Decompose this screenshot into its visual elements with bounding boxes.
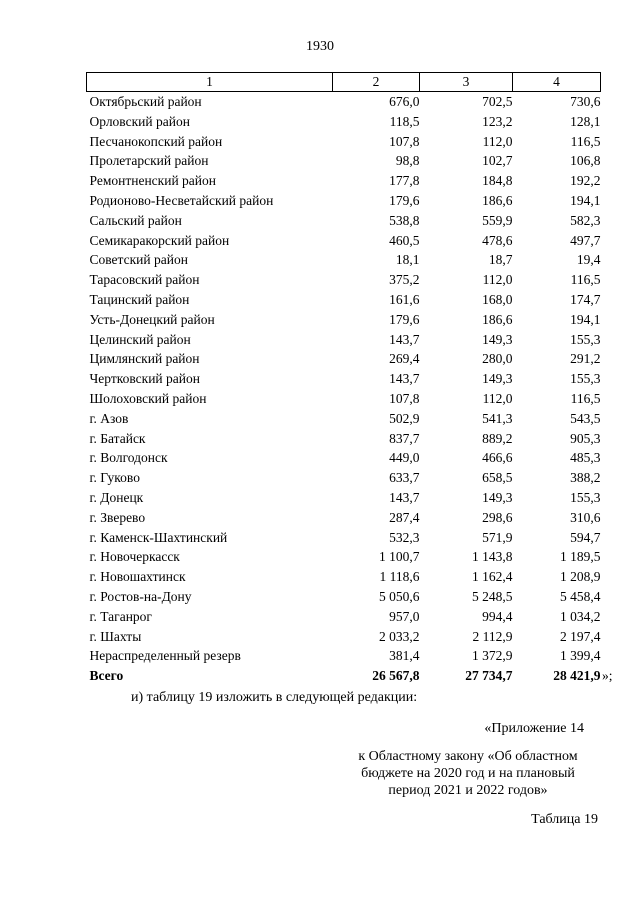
row-value-2: 5 050,6: [379, 588, 420, 604]
row-value-4: 1 399,4: [560, 648, 601, 664]
row-value-3: 123,2: [482, 113, 513, 129]
row-value-2: 502,9: [389, 410, 420, 426]
row-value-2: 98,8: [395, 153, 420, 169]
row-value-2: 118,5: [389, 113, 420, 129]
row-value-2: 1 100,7: [379, 549, 420, 565]
law-line-2: бюджете на 2020 год и на плановый: [361, 766, 575, 781]
column-header-1: 1: [87, 73, 333, 92]
table-label: Таблица 19: [531, 812, 598, 827]
row-value-4: 155,3: [570, 371, 601, 387]
row-value-4: 116,5: [570, 133, 601, 149]
row-value-2: 179,6: [389, 311, 420, 327]
row-value-2: 143,7: [389, 331, 420, 347]
row-value-4: 5 458,4: [560, 588, 601, 604]
table-row: [87, 429, 601, 449]
table-row: [87, 112, 601, 132]
row-value-2: 381,4: [389, 648, 420, 664]
law-line-3: период 2021 и 2022 годов»: [388, 783, 548, 798]
row-label: Семикаракорский район: [89, 232, 230, 248]
table-row: [87, 92, 601, 112]
row-value-3: 466,6: [482, 450, 513, 466]
column-header-2: 2: [333, 73, 420, 92]
row-value-4: 155,3: [570, 489, 601, 505]
table-header-row: [87, 73, 601, 92]
law-reference: [334, 748, 602, 799]
row-value-4: 291,2: [570, 351, 601, 367]
row-label: г. Шахты: [89, 628, 142, 644]
row-value-4: 19,4: [576, 252, 601, 268]
row-label: г. Зверево: [89, 509, 146, 525]
row-value-3: 5 248,5: [472, 588, 513, 604]
row-value-4: 594,7: [570, 529, 601, 545]
row-value-3: 994,4: [482, 608, 513, 624]
row-value-3: 186,6: [482, 192, 513, 208]
row-label: Пролетарский район: [89, 153, 209, 169]
row-value-4: 106,8: [570, 153, 601, 169]
row-value-3: 1 372,9: [472, 648, 513, 664]
row-value-3: 168,0: [482, 291, 513, 307]
total-value-2: 26 567,8: [372, 668, 420, 684]
row-value-4: 155,3: [570, 331, 601, 347]
row-value-2: 1 118,6: [379, 569, 420, 585]
row-label: г. Новошахтинск: [89, 569, 186, 585]
row-label: Сальский район: [89, 212, 182, 228]
row-label: г. Каменск-Шахтинский: [89, 529, 228, 545]
row-label: Шолоховский район: [89, 390, 207, 406]
row-value-4: 485,3: [570, 450, 601, 466]
row-value-3: 112,0: [482, 390, 513, 406]
row-value-2: 179,6: [389, 192, 420, 208]
table-row: [87, 349, 601, 369]
row-value-4: 1 034,2: [560, 608, 601, 624]
table-row: [87, 369, 601, 389]
row-value-3: 112,0: [482, 272, 513, 288]
row-label: Тарасовский район: [89, 272, 200, 288]
row-value-3: 658,5: [482, 470, 513, 486]
total-value-4: 28 421,9: [553, 668, 601, 684]
row-value-2: 143,7: [389, 371, 420, 387]
column-header-4: 4: [513, 73, 601, 92]
row-value-4: 192,2: [570, 173, 601, 189]
total-value-3: 27 734,7: [465, 668, 513, 684]
table-row: [87, 330, 601, 350]
row-label: Тацинский район: [89, 291, 190, 307]
row-value-2: 161,6: [389, 291, 420, 307]
table-row: [87, 448, 601, 468]
row-value-2: 538,8: [389, 212, 420, 228]
row-value-4: 1 208,9: [560, 569, 601, 585]
row-value-2: 107,8: [389, 390, 420, 406]
row-value-2: 837,7: [389, 430, 420, 446]
row-label: Ремонтненский район: [89, 173, 216, 189]
row-label: Нераспределенный резерв: [89, 648, 241, 664]
page-number: 1930: [306, 39, 334, 54]
table-row: [87, 646, 601, 666]
table-row: [87, 587, 601, 607]
row-value-2: 107,8: [389, 133, 420, 149]
row-label: г. Батайск: [89, 430, 146, 446]
table-row: [87, 151, 601, 171]
row-value-4: 388,2: [570, 470, 601, 486]
table-row: [87, 508, 601, 528]
row-label: Усть-Донецкий район: [89, 311, 215, 327]
row-value-2: 532,3: [389, 529, 420, 545]
row-label: Чертковский район: [89, 371, 200, 387]
row-label: Советский район: [89, 252, 188, 268]
row-label: Песчанокопский район: [89, 133, 223, 149]
row-value-2: 957,0: [389, 608, 420, 624]
row-value-4: 582,3: [570, 212, 601, 228]
row-value-2: 269,4: [389, 351, 420, 367]
row-value-3: 702,5: [482, 94, 513, 109]
row-label: г. Азов: [89, 410, 129, 426]
table-row: [87, 250, 601, 270]
amendment-text: и) таблицу 19 изложить в следующей редакции:: [131, 690, 418, 705]
row-value-3: 298,6: [482, 509, 513, 525]
budget-table: [86, 72, 601, 686]
row-value-3: 1 143,8: [472, 549, 513, 565]
table-row: [87, 627, 601, 647]
row-value-2: 177,8: [389, 173, 420, 189]
table-row: [87, 607, 601, 627]
total-label: Всего: [89, 668, 124, 684]
row-value-2: 375,2: [389, 272, 420, 288]
row-value-2: 143,7: [389, 489, 420, 505]
row-value-3: 2 112,9: [472, 628, 513, 644]
column-header-3: 3: [420, 73, 513, 92]
row-value-3: 112,0: [482, 133, 513, 149]
table-row: [87, 191, 601, 211]
appendix-title: «Приложение 14: [484, 721, 584, 736]
row-value-2: 633,7: [389, 470, 420, 486]
law-line-1: к Областному закону «Об областном: [358, 749, 578, 764]
row-value-4: 730,6: [570, 94, 601, 109]
table-row: [87, 389, 601, 409]
row-label: Орловский район: [89, 113, 190, 129]
row-value-3: 280,0: [482, 351, 513, 367]
row-value-4: 497,7: [570, 232, 601, 248]
table-row: [87, 171, 601, 191]
row-value-4: 194,1: [570, 311, 601, 327]
row-value-4: 310,6: [570, 509, 601, 525]
row-label: г. Гуково: [89, 470, 140, 486]
total-suffix: »;: [602, 668, 613, 683]
row-label: Родионово-Несветайский район: [89, 192, 274, 208]
row-label: г. Ростов-на-Дону: [89, 588, 192, 604]
row-value-4: 905,3: [570, 430, 601, 446]
row-value-3: 541,3: [482, 410, 513, 426]
row-value-3: 184,8: [482, 173, 513, 189]
row-value-3: 149,3: [482, 489, 513, 505]
row-value-4: 543,5: [570, 410, 601, 426]
row-label: Цимлянский район: [89, 351, 200, 367]
row-value-3: 149,3: [482, 371, 513, 387]
table-row: [87, 547, 601, 567]
table-row: [87, 290, 601, 310]
row-value-4: 2 197,4: [560, 628, 601, 644]
row-value-4: 174,7: [570, 291, 601, 307]
row-value-4: 1 189,5: [560, 549, 601, 565]
row-label: г. Таганрог: [89, 608, 152, 624]
row-label: Октябрьский район: [89, 94, 202, 109]
row-value-2: 287,4: [389, 509, 420, 525]
row-label: г. Донецк: [89, 489, 144, 505]
row-value-3: 559,9: [482, 212, 513, 228]
row-value-2: 460,5: [389, 232, 420, 248]
row-value-3: 1 162,4: [472, 569, 513, 585]
table-row: [87, 488, 601, 508]
row-value-2: 449,0: [389, 450, 420, 466]
row-value-3: 571,9: [482, 529, 513, 545]
row-label: Целинский район: [89, 331, 191, 347]
table-row: [87, 132, 601, 152]
row-value-2: 2 033,2: [379, 628, 420, 644]
row-value-3: 186,6: [482, 311, 513, 327]
row-value-3: 102,7: [482, 153, 513, 169]
table-row: [87, 409, 601, 429]
table-row: [87, 270, 601, 290]
row-value-2: 18,1: [395, 252, 420, 268]
row-value-3: 149,3: [482, 331, 513, 347]
table-row: [87, 310, 601, 330]
table-row: [87, 567, 601, 587]
row-value-3: 18,7: [488, 252, 513, 268]
row-value-4: 128,1: [570, 113, 601, 129]
table-row: [87, 211, 601, 231]
row-label: г. Волгодонск: [89, 450, 168, 466]
row-value-2: 676,0: [389, 94, 420, 109]
table-total-row: [87, 666, 601, 686]
row-value-4: 194,1: [570, 192, 601, 208]
row-label: г. Новочеркасск: [89, 549, 180, 565]
table-row: [87, 231, 601, 251]
row-value-3: 889,2: [482, 430, 513, 446]
table-row: [87, 468, 601, 488]
row-value-4: 116,5: [570, 390, 601, 406]
row-value-4: 116,5: [570, 272, 601, 288]
row-value-3: 478,6: [482, 232, 513, 248]
table-row: [87, 528, 601, 548]
